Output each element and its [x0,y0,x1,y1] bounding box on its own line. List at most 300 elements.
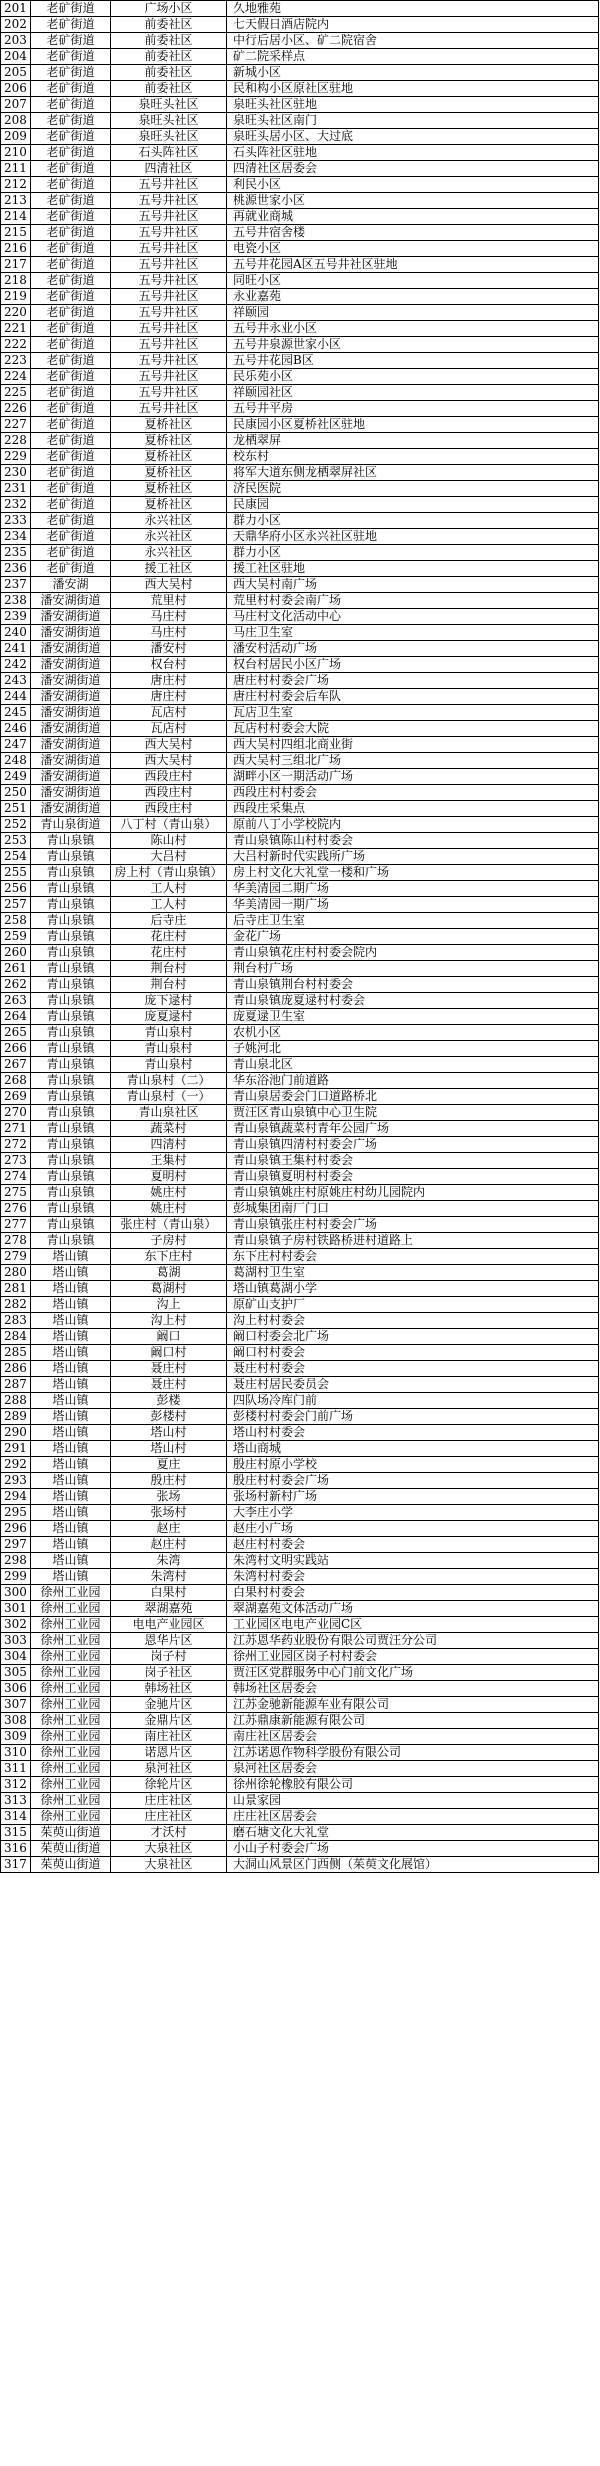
community-cell: 白果村 [111,1585,227,1601]
row-number: 316 [1,1841,31,1857]
location-cell: 塔山镇葛湖小学 [227,1281,599,1297]
community-cell: 五号井社区 [111,321,227,337]
community-cell: 聂庄村 [111,1377,227,1393]
table-row [1,1601,599,1617]
table-row [1,289,599,305]
location-cell: 韩场社区居委会 [227,1681,599,1697]
street-cell: 老矿街道 [31,257,111,273]
location-cell: 西大吴村南广场 [227,577,599,593]
row-number: 282 [1,1297,31,1313]
table-row [1,1505,599,1521]
table-row [1,1185,599,1201]
street-cell: 老矿街道 [31,417,111,433]
table-row [1,1617,599,1633]
row-number: 296 [1,1521,31,1537]
street-cell: 老矿街道 [31,305,111,321]
table-row [1,401,599,417]
row-number: 210 [1,145,31,161]
row-number: 218 [1,273,31,289]
street-cell: 青山泉镇 [31,1041,111,1057]
location-cell: 中行后居小区、矿二院宿舍 [227,33,599,49]
row-number: 256 [1,881,31,897]
street-cell: 潘安湖街道 [31,657,111,673]
street-cell: 老矿街道 [31,113,111,129]
location-cell: 阚口村委会北广场 [227,1329,599,1345]
street-cell: 徐州工业园 [31,1617,111,1633]
row-number: 235 [1,545,31,561]
location-cell: 华美清园二期广场 [227,881,599,897]
table-row [1,1489,599,1505]
community-cell: 前委社区 [111,49,227,65]
street-cell: 老矿街道 [31,449,111,465]
location-cell: 久地雅苑 [227,1,599,17]
street-cell: 塔山镇 [31,1265,111,1281]
location-cell: 新城小区 [227,65,599,81]
location-cell: 金花广场 [227,929,599,945]
row-number: 285 [1,1345,31,1361]
community-cell: 阚口 [111,1329,227,1345]
table-row [1,1265,599,1281]
community-cell: 翠湖嘉苑 [111,1601,227,1617]
community-cell: 葛湖 [111,1265,227,1281]
table-row [1,1153,599,1169]
street-cell: 潘安湖街道 [31,721,111,737]
row-number: 275 [1,1185,31,1201]
row-number: 311 [1,1761,31,1777]
row-number: 310 [1,1745,31,1761]
street-cell: 老矿街道 [31,513,111,529]
street-cell: 潘安湖 [31,577,111,593]
community-cell: 永兴社区 [111,529,227,545]
table-row [1,1,599,17]
row-number: 298 [1,1553,31,1569]
street-cell: 徐州工业园 [31,1681,111,1697]
street-cell: 老矿街道 [31,369,111,385]
community-cell: 沟上村 [111,1313,227,1329]
community-cell: 权台村 [111,657,227,673]
community-cell: 夏桥社区 [111,417,227,433]
row-number: 252 [1,817,31,833]
row-number: 312 [1,1777,31,1793]
street-cell: 塔山镇 [31,1457,111,1473]
community-cell: 唐庄村 [111,673,227,689]
community-cell: 工人村 [111,881,227,897]
street-cell: 塔山镇 [31,1425,111,1441]
street-cell: 老矿街道 [31,1,111,17]
location-cell: 祥颐园社区 [227,385,599,401]
table-row [1,33,599,49]
community-cell: 五号井社区 [111,193,227,209]
location-cell: 权台村居民小区广场 [227,657,599,673]
community-cell: 青山泉村（二） [111,1073,227,1089]
community-cell: 泉旺头社区 [111,129,227,145]
community-cell: 永兴社区 [111,513,227,529]
row-number: 267 [1,1057,31,1073]
street-cell: 塔山镇 [31,1521,111,1537]
street-cell: 徐州工业园 [31,1777,111,1793]
row-number: 201 [1,1,31,17]
table-row [1,641,599,657]
location-cell: 援工社区驻地 [227,561,599,577]
community-cell: 金驰片区 [111,1697,227,1713]
table-row [1,193,599,209]
location-cell: 沟上村村委会 [227,1313,599,1329]
street-cell: 青山泉镇 [31,929,111,945]
community-cell: 五号井社区 [111,257,227,273]
community-cell: 赵庄 [111,1521,227,1537]
row-number: 290 [1,1425,31,1441]
table-row [1,1377,599,1393]
community-cell: 五号井社区 [111,273,227,289]
row-number: 271 [1,1121,31,1137]
table-row [1,1201,599,1217]
table-row [1,513,599,529]
row-number: 288 [1,1393,31,1409]
row-number: 314 [1,1809,31,1825]
community-cell: 庞下逯村 [111,993,227,1009]
table-row [1,609,599,625]
row-number: 305 [1,1665,31,1681]
table-row [1,17,599,33]
street-cell: 青山泉镇 [31,1025,111,1041]
community-cell: 大吕村 [111,849,227,865]
table-row [1,993,599,1009]
street-cell: 老矿街道 [31,177,111,193]
community-cell: 东下庄村 [111,1249,227,1265]
street-cell: 塔山镇 [31,1409,111,1425]
location-cell: 工业园区电电产业园C区 [227,1617,599,1633]
street-cell: 青山泉镇 [31,1009,111,1025]
community-cell: 房上村（青山泉镇） [111,865,227,881]
location-cell: 西段庄村村委会 [227,785,599,801]
community-cell: 泉旺头社区 [111,113,227,129]
street-cell: 老矿街道 [31,225,111,241]
location-cell: 翠湖嘉苑文体活动广场 [227,1601,599,1617]
location-cell: 青山泉北区 [227,1057,599,1073]
street-cell: 徐州工业园 [31,1761,111,1777]
street-cell: 老矿街道 [31,49,111,65]
street-cell: 徐州工业园 [31,1697,111,1713]
table-row [1,1585,599,1601]
row-number: 276 [1,1201,31,1217]
community-cell: 永兴社区 [111,545,227,561]
location-cell: 张场村新村广场 [227,1489,599,1505]
location-cell: 荒里村村委会南广场 [227,593,599,609]
street-cell: 老矿街道 [31,545,111,561]
street-cell: 青山泉镇 [31,865,111,881]
row-number: 208 [1,113,31,129]
table-row [1,49,599,65]
table-row [1,897,599,913]
table-row [1,1009,599,1025]
table-row [1,1713,599,1729]
row-number: 214 [1,209,31,225]
row-number: 261 [1,961,31,977]
table-row [1,145,599,161]
location-cell: 庄庄社区居委会 [227,1809,599,1825]
table-row [1,97,599,113]
row-number: 228 [1,433,31,449]
location-cell: 原矿山支护厂 [227,1297,599,1313]
table-row [1,929,599,945]
table-row [1,1793,599,1809]
row-number: 294 [1,1489,31,1505]
street-cell: 青山泉镇 [31,1185,111,1201]
location-cell: 青山泉镇庞夏逯村村委会 [227,993,599,1009]
community-cell: 姚庄村 [111,1201,227,1217]
location-cell: 彭楼村村委会门前广场 [227,1409,599,1425]
table-row [1,1569,599,1585]
table-row [1,209,599,225]
community-cell: 五号井社区 [111,305,227,321]
community-cell: 塔山村 [111,1425,227,1441]
location-cell: 青山泉镇陈山村村委会 [227,833,599,849]
location-cell: 电瓷小区 [227,241,599,257]
street-cell: 潘安湖街道 [31,673,111,689]
row-number: 295 [1,1505,31,1521]
row-number: 258 [1,913,31,929]
street-cell: 徐州工业园 [31,1649,111,1665]
table-row [1,497,599,513]
row-number: 234 [1,529,31,545]
community-cell: 四清社区 [111,161,227,177]
table-body [1,1,599,1873]
location-cell: 徐州工业园区岗子村村委会 [227,1649,599,1665]
location-cell: 再就业商城 [227,209,599,225]
street-cell: 潘安湖街道 [31,609,111,625]
community-cell: 五号井社区 [111,225,227,241]
location-cell: 徐州徐轮橡胶有限公司 [227,1777,599,1793]
community-cell: 前委社区 [111,17,227,33]
location-cell: 江苏诺恩作物科学股份有限公司 [227,1745,599,1761]
community-cell: 青山泉村 [111,1057,227,1073]
community-cell: 夏明村 [111,1169,227,1185]
street-cell: 老矿街道 [31,353,111,369]
table-row [1,1137,599,1153]
community-cell: 岗子社区 [111,1665,227,1681]
community-cell: 庞夏逯村 [111,1009,227,1025]
table-row [1,1345,599,1361]
row-number: 293 [1,1473,31,1489]
community-cell: 五号井社区 [111,289,227,305]
community-cell: 夏庄 [111,1457,227,1473]
row-number: 238 [1,593,31,609]
table-row [1,433,599,449]
location-cell: 天鼎华府小区永兴社区驻地 [227,529,599,545]
street-cell: 青山泉镇 [31,993,111,1009]
street-cell: 青山泉街道 [31,817,111,833]
table-row [1,529,599,545]
street-cell: 塔山镇 [31,1441,111,1457]
table-row [1,1057,599,1073]
street-cell: 青山泉镇 [31,961,111,977]
street-cell: 老矿街道 [31,481,111,497]
row-number: 212 [1,177,31,193]
table-row [1,1121,599,1137]
street-cell: 青山泉镇 [31,1121,111,1137]
street-cell: 老矿街道 [31,209,111,225]
street-cell: 徐州工业园 [31,1601,111,1617]
street-cell: 青山泉镇 [31,897,111,913]
community-cell: 聂庄村 [111,1361,227,1377]
community-cell: 唐庄村 [111,689,227,705]
table-row [1,449,599,465]
community-cell: 荆台村 [111,961,227,977]
table-row [1,1665,599,1681]
community-cell: 夏桥社区 [111,497,227,513]
street-cell: 青山泉镇 [31,1057,111,1073]
location-cell: 白果村村委会 [227,1585,599,1601]
table-row [1,1825,599,1841]
location-cell: 七天假日酒店院内 [227,17,599,33]
community-cell: 张庄村（青山泉） [111,1217,227,1233]
row-number: 209 [1,129,31,145]
row-number: 268 [1,1073,31,1089]
table-row [1,113,599,129]
community-cell: 瓦店村 [111,705,227,721]
table-row [1,1553,599,1569]
community-cell: 诺恩片区 [111,1745,227,1761]
street-cell: 徐州工业园 [31,1809,111,1825]
row-number: 309 [1,1729,31,1745]
location-cell: 山景家园 [227,1793,599,1809]
row-number: 289 [1,1409,31,1425]
location-cell: 群力小区 [227,513,599,529]
street-cell: 塔山镇 [31,1297,111,1313]
community-cell: 后寺庄 [111,913,227,929]
location-cell: 塔山村村委会 [227,1425,599,1441]
location-cell: 民康园 [227,497,599,513]
community-cell: 青山泉村 [111,1025,227,1041]
location-cell: 东下庄村村委会 [227,1249,599,1265]
row-number: 253 [1,833,31,849]
row-number: 259 [1,929,31,945]
community-cell: 庄庄社区 [111,1809,227,1825]
table-row [1,1745,599,1761]
table-row [1,225,599,241]
street-cell: 茱萸山街道 [31,1825,111,1841]
table-row [1,1841,599,1857]
street-cell: 老矿街道 [31,465,111,481]
street-cell: 青山泉镇 [31,1089,111,1105]
location-cell: 江苏恩华药业股份有限公司贾汪分公司 [227,1633,599,1649]
location-cell: 民乐苑小区 [227,369,599,385]
community-cell: 南庄社区 [111,1729,227,1745]
location-cell: 将军大道东侧龙栖翠屏社区 [227,465,599,481]
location-cell: 校东村 [227,449,599,465]
community-cell: 前委社区 [111,33,227,49]
row-number: 280 [1,1265,31,1281]
street-cell: 青山泉镇 [31,1217,111,1233]
community-cell: 金鼎片区 [111,1713,227,1729]
community-cell: 泉旺头社区 [111,97,227,113]
community-cell: 夏桥社区 [111,465,227,481]
location-cell: 农机小区 [227,1025,599,1041]
row-number: 302 [1,1617,31,1633]
table-row [1,353,599,369]
location-cell: 青山泉镇四清村村委会广场 [227,1137,599,1153]
location-cell: 塔山商城 [227,1441,599,1457]
table-row [1,241,599,257]
community-cell: 五号井社区 [111,209,227,225]
street-cell: 青山泉镇 [31,945,111,961]
street-cell: 青山泉镇 [31,1233,111,1249]
community-cell: 八丁村（青山泉） [111,817,227,833]
location-cell: 青山泉镇子房村铁路桥进村道路上 [227,1233,599,1249]
community-cell: 广场小区 [111,1,227,17]
location-cell: 西段庄采集点 [227,801,599,817]
street-cell: 青山泉镇 [31,1137,111,1153]
table-row [1,1649,599,1665]
location-cell: 小山子村委会广场 [227,1841,599,1857]
table-row [1,561,599,577]
row-number: 227 [1,417,31,433]
street-cell: 老矿街道 [31,97,111,113]
row-number: 216 [1,241,31,257]
location-cell: 聂庄村居民委员会 [227,1377,599,1393]
table-row [1,737,599,753]
location-cell: 葛湖村卫生室 [227,1265,599,1281]
street-cell: 老矿街道 [31,81,111,97]
row-number: 299 [1,1569,31,1585]
street-cell: 塔山镇 [31,1249,111,1265]
row-number: 206 [1,81,31,97]
location-cell: 桃源世家小区 [227,193,599,209]
community-cell: 才沃村 [111,1825,227,1841]
community-cell: 塔山村 [111,1441,227,1457]
location-cell: 民康园小区夏桥社区驻地 [227,417,599,433]
street-cell: 塔山镇 [31,1473,111,1489]
row-number: 297 [1,1537,31,1553]
row-number: 292 [1,1457,31,1473]
location-cell: 五号井永业小区 [227,321,599,337]
community-cell: 姚庄村 [111,1185,227,1201]
street-cell: 青山泉镇 [31,849,111,865]
location-cell: 青山泉镇蔬菜村青年公园广场 [227,1121,599,1137]
community-cell: 五号井社区 [111,385,227,401]
street-cell: 塔山镇 [31,1505,111,1521]
community-cell: 沟上 [111,1297,227,1313]
location-cell: 子姚河北 [227,1041,599,1057]
table-row [1,1521,599,1537]
street-cell: 老矿街道 [31,385,111,401]
row-number: 247 [1,737,31,753]
table-row [1,769,599,785]
community-cell: 西段庄村 [111,785,227,801]
row-number: 230 [1,465,31,481]
location-cell: 五号井宿舍楼 [227,225,599,241]
row-number: 236 [1,561,31,577]
location-cell: 泉旺头居小区、大过底 [227,129,599,145]
community-cell: 朱湾 [111,1553,227,1569]
street-cell: 茱萸山街道 [31,1841,111,1857]
row-number: 224 [1,369,31,385]
row-number: 277 [1,1217,31,1233]
community-cell: 五号井社区 [111,337,227,353]
table-row [1,1073,599,1089]
table-row [1,577,599,593]
table-row [1,257,599,273]
location-cell: 房上村文化大礼堂一楼和广场 [227,865,599,881]
table-row [1,801,599,817]
table-row [1,1217,599,1233]
street-cell: 塔山镇 [31,1553,111,1569]
row-number: 204 [1,49,31,65]
community-cell: 韩场社区 [111,1681,227,1697]
location-cell: 石头阵社区驻地 [227,145,599,161]
location-cell: 彭城集团南厂门口 [227,1201,599,1217]
community-cell: 岗子村 [111,1649,227,1665]
